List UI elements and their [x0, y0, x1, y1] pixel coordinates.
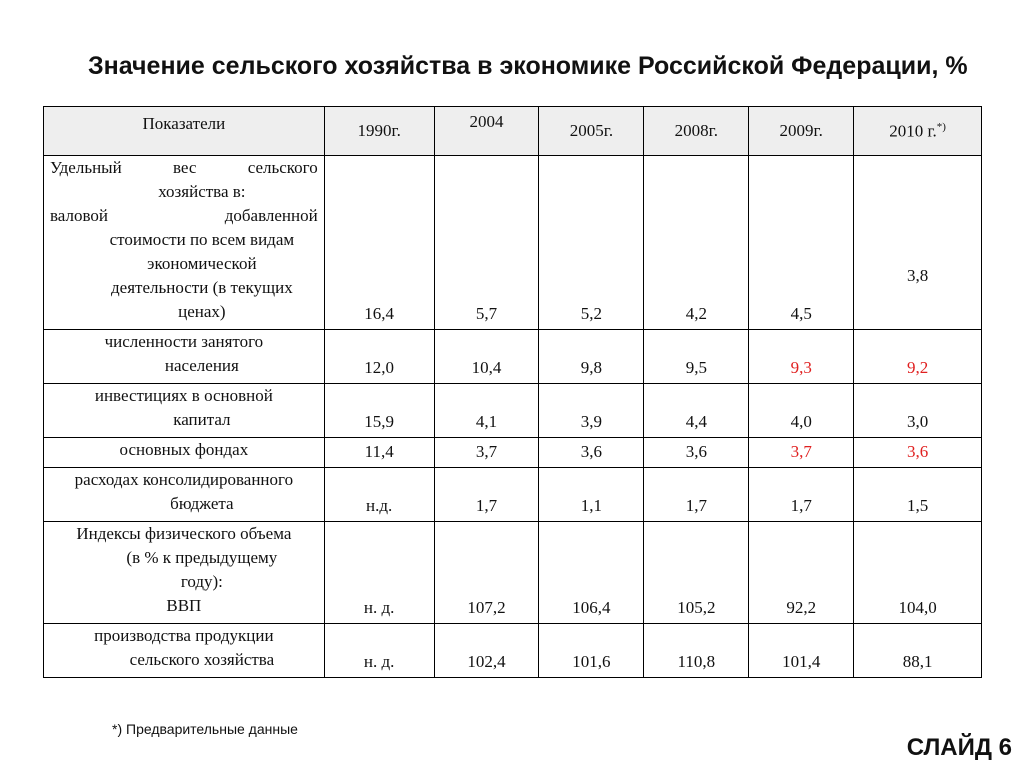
table-cell: 9,5 — [644, 330, 749, 384]
table-row — [44, 156, 982, 330]
table-cell: 3,7 — [434, 438, 539, 468]
table-cell: 15,9 — [324, 384, 434, 438]
table-cell-highlight: 3,7 — [749, 438, 854, 468]
table-cell: н.д. — [324, 468, 434, 522]
table-cell: 1,7 — [644, 468, 749, 522]
table-cell: 3,9 — [539, 384, 644, 438]
table-header-row — [44, 107, 982, 156]
table-cell: 1,7 — [749, 468, 854, 522]
table-cell: 4,5 — [749, 156, 854, 330]
footnote: *) Предварительные данные — [112, 721, 298, 737]
table-row — [44, 468, 982, 522]
table-cell: 3,8 — [854, 156, 982, 330]
table-row — [44, 384, 982, 438]
table-row — [44, 522, 982, 624]
table-cell: 4,2 — [644, 156, 749, 330]
row-label: численности занятого населения — [44, 330, 325, 384]
table-cell: 102,4 — [434, 624, 539, 678]
table-row — [44, 438, 982, 468]
slide-number: СЛАЙД 6 — [906, 734, 1012, 761]
table-cell: 1,5 — [854, 468, 982, 522]
table-cell-highlight: 3,6 — [854, 438, 982, 468]
table-cell: 1,1 — [539, 468, 644, 522]
table-cell: н. д. — [324, 624, 434, 678]
table-cell: 3,0 — [854, 384, 982, 438]
header-year: 2008г. — [644, 107, 749, 156]
header-indicators: Показатели — [44, 107, 325, 156]
row-label: расходах консолидированного бюджета — [44, 468, 325, 522]
table-cell: 9,8 — [539, 330, 644, 384]
footnote-mark: *) — [936, 120, 946, 133]
table-cell: 107,2 — [434, 522, 539, 624]
table-cell: н. д. — [324, 522, 434, 624]
header-year: 2010 г.*) — [854, 107, 982, 156]
table-cell: 11,4 — [324, 438, 434, 468]
table-cell: 5,7 — [434, 156, 539, 330]
table-cell: 104,0 — [854, 522, 982, 624]
header-year: 2009г. — [749, 107, 854, 156]
table-cell: 12,0 — [324, 330, 434, 384]
slide-title: Значение сельского хозяйства в экономике Российской Федерации, % — [88, 52, 968, 80]
header-year: 2005г. — [539, 107, 644, 156]
table-cell: 101,6 — [539, 624, 644, 678]
table-cell: 110,8 — [644, 624, 749, 678]
table-cell: 16,4 — [324, 156, 434, 330]
table-row — [44, 330, 982, 384]
table-cell-highlight: 9,3 — [749, 330, 854, 384]
table-cell: 105,2 — [644, 522, 749, 624]
header-year: 2004 — [434, 107, 539, 156]
table-row — [44, 624, 982, 678]
table-cell: 3,6 — [539, 438, 644, 468]
table-cell: 4,0 — [749, 384, 854, 438]
row-label: Удельный вес сельского хозяйства в: валовой добавленной стоимости по всем видам экономической деятельности (в текущих ценах) — [44, 156, 325, 330]
table-cell: 92,2 — [749, 522, 854, 624]
table-cell-highlight: 9,2 — [854, 330, 982, 384]
table-cell: 106,4 — [539, 522, 644, 624]
row-label: производства продукции сельского хозяйства — [44, 624, 325, 678]
data-table — [43, 106, 982, 678]
table-cell: 4,4 — [644, 384, 749, 438]
table-cell: 4,1 — [434, 384, 539, 438]
table-cell: 5,2 — [539, 156, 644, 330]
table-cell: 88,1 — [854, 624, 982, 678]
row-label: основных фондах — [44, 438, 325, 468]
row-label: инвестициях в основной капитал — [44, 384, 325, 438]
table-cell: 10,4 — [434, 330, 539, 384]
row-label: Индексы физического объема (в % к предыдущему году): ВВП — [44, 522, 325, 624]
table-cell: 101,4 — [749, 624, 854, 678]
table-cell: 3,6 — [644, 438, 749, 468]
table-cell: 1,7 — [434, 468, 539, 522]
header-year: 1990г. — [324, 107, 434, 156]
